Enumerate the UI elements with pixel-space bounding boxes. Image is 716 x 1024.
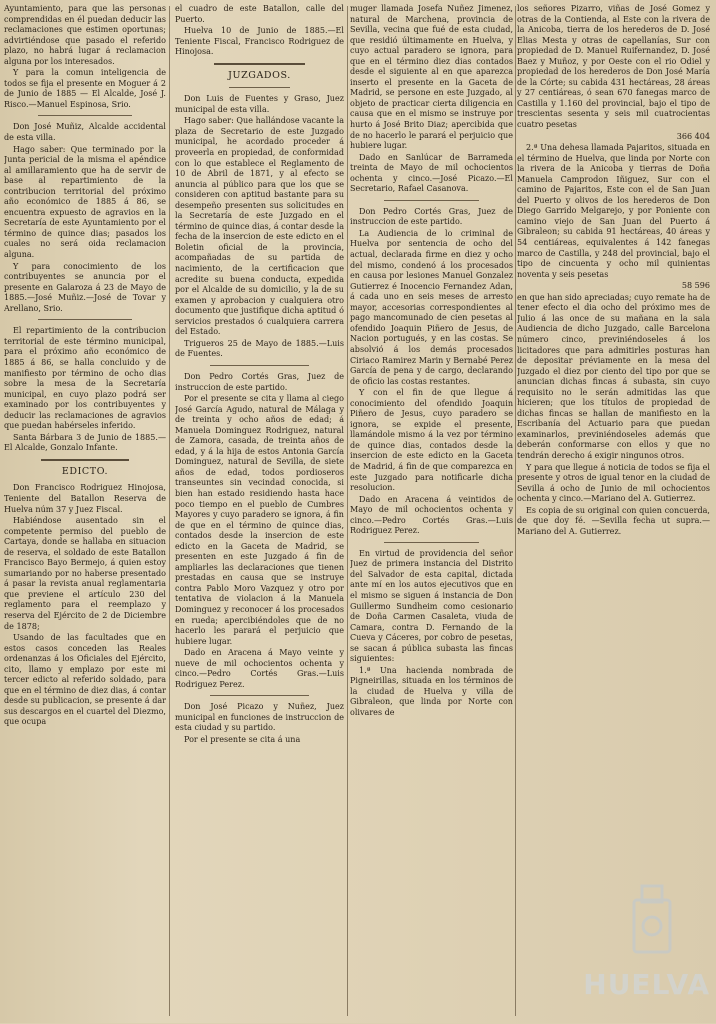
column-4 [517, 4, 710, 1018]
paragraph: Dado en Aracena á veintidos de Mayo de mil ochocientos ochenta y cinco.—Pedro Cortés Gras.—Luis Rodriguez Perez. [350, 494, 513, 536]
paragraph: muger llamada Josefa Nuñez Jimenez, natural de Marchena, provincia de Sevilla, vecina que fué de esta ciudad, que residió últimamente en Huelva, y cuyo actual paradero se ignora, para que en el término diez dias contados desde el siguiente al en que aparezca inserto el presente en la Gaceta de Madrid, se persone en este Juzgado, al objeto de practicar cierta diligencia en causa que en el mismo se instruye por hurto á José Brito Diaz; apercibida que de no hacerlo le parará el perjuicio que hubiere lugar. [350, 4, 513, 151]
separator-rule [38, 115, 132, 116]
separator-rule [41, 459, 128, 461]
paragraph: Por el presente se cita á una [184, 735, 301, 744]
paragraph: Y con el fin de que llegue á conocimiento del ofendido Joaquin Piñero de Jesus, cuyo paradero se ignora, se expide el presente, llamándole mismo á la vez por término de quince dias, contados desde la insercion de este edicto en la Gaceta de Madrid, á fin de que comparezca en este Juzgado para notificarle dicha resolucion. [350, 388, 513, 493]
column-divider [169, 6, 170, 1016]
separator-rule [210, 695, 308, 696]
paragraph: Es copia de su original con quien concuerda, de que doy fé. —Sevilla fecha ut supra.—Mariano del A. Gutierrez. [517, 505, 710, 536]
separator-rule [38, 319, 132, 320]
section-heading-edicto: EDICTO. [61, 465, 109, 477]
paragraph: Trigueros 25 de Mayo de 1885.—Luis de Fuentes. [175, 338, 344, 359]
paragraph: Usando de las facultades que en estos casos conceden las Reales ordenanzas á los Oficiales del Ejército, cito, llamo y emplazo por este mi tercer edicto al referido soldado, para que en el término de diez dias, á contar desde su publicacion, se presente á dar sus descargos en el cuartel del Diezmo, que ocupa [4, 633, 166, 727]
column-divider [515, 6, 516, 1016]
paragraph: El repartimiento de la contribucion territorial de este término municipal, para el próximo año económico de 1885 á 86, se halla concluido y de manifiesto por término de ocho dias sobre la mesa de la Secretaría municipal, en cuyo plazo podrá ser examinado por los contribuyentes y deducir las reclamaciones de agravios que puedan habérseles inferido. [4, 326, 166, 431]
column-1 [4, 4, 166, 1018]
paragraph: La Audiencia de lo criminal de Huelva por sentencia de ocho del actual, declarada firme en diez y ocho del mismo, condenó á los procesados en causa por lesiones Manuel Gonzalez Gutierrez é Inocencio Fernandez Adan, á cada uno en seis meses de arresto mayor, accesorias correspondientes al pago mancomunado de cien pesetas al ofendido Joaquin Piñero de Jesus, de Nacion portugués, y en las costas. Se absolvió á los demás procesados Ciriaco Ramirez Marin y Bernabé Perez García de pena y de cargo, declarando de oficio las costas restantes. [350, 228, 513, 386]
separator-rule [214, 63, 305, 65]
paragraph: los señores Pizarro, viñas de José Gomez y otras de la Contienda, al Este con la rivera de la Anicoba, tierra de los herederos de D. José Elias Mesta y otras de capellanías, Sur con propiedad de D. Manuel Ruifernandez, D. José Baez y Muñoz, y por Oeste con el rio Odiel y propiedad de los herederos de Don José María de la Córte; su cabida 431 hectáreas, 28 áreas y 27 centiáreas, ó sean 670 fanegas marco de Castilla y 1.160 del provincial, bajo el tipo de trescientas sesenta y seis mil cuatrocientas cuatro pesetas [517, 4, 710, 130]
paragraph: Huelva 10 de Junio de 1885.—El Teniente Fiscal, Francisco Rodriguez de Hinojosa. [175, 26, 344, 57]
paragraph: Don José Muñiz, Alcalde accidental de esta villa. [4, 122, 166, 143]
paragraph: Don Pedro Cortés Gras, Juez de instruccion de este partido. [175, 371, 344, 392]
paragraph: Don Pedro Cortés Gras, Juez de instruccion de este partido. [350, 206, 513, 227]
amount-value: 366 404 [676, 131, 710, 141]
separator-rule [210, 365, 308, 366]
separator-rule [229, 87, 290, 88]
paragraph: Santa Bárbara 3 de Junio de 1885.—El Alcalde, Gonzalo Infante. [4, 432, 166, 453]
paragraph: Ayuntamiento, para que las personas comprendidas en él puedan deducir las reclamaciones que estimen oportunas; advirtiéndose que pasado el referido plazo, no habrá lugar á reclamacion alguna por los interesados. [4, 4, 166, 66]
separator-rule [384, 200, 479, 201]
paragraph: el cuadro de este Batallon, calle del Puerto. [175, 4, 344, 24]
paragraph: En virtud de providencia del señor Juez de primera instancia del Distrito del Salvador de esta capital, dictada ante mí en los autos ejecutivos que en el mismo se siguen á instancia de Don Guillermo Sundheim como cesionario de Doña Carmen Casaleta, viuda de Camara, contra D. Fernando de la Cueva y Cáceres, por cobro de pesetas, se sacan á pública subasta las fincas siguientes: [350, 548, 513, 664]
amount-value: 58 596 [681, 281, 710, 291]
paragraph: Don Francisco Rodriguez Hinojosa, Teniente del Batallon Reserva de Huelva núm 37 y Juez Fiscal. [4, 483, 166, 514]
paragraph: 2.ª Una dehesa llamada Pajaritos, situada en el término de Huelva, que linda por Norte con la rivera de la Anicoba y tierras de Doña Manuela Camprodon Iñiguez, Sur con el camino de Pajaritos, Este con el de San Juan del Puerto y olivos de los herederos de Don Diego Garrido Melgarejo, y por Poniente con camino viejo de San Juan del Puerto á Gibraleon; su cabida 91 hectáreas, 40 áreas y 54 centiáreas, equivalentes á 142 fanegas marco de Castilla, y 248 del provincial, bajo el tipo de cincuenta y ocho mil quinientas noventa y seis pesetas [517, 143, 710, 279]
watermark-text: HUELVA [583, 968, 710, 1001]
paragraph: Dado en Aracena á Mayo veinte y nueve de mil ochocientos ochenta y cinco.—Pedro Cortés Gras.—Luis Rodriguez Perez. [175, 648, 344, 689]
paragraph: Habiéndose ausentado sin el competente permiso del pueblo de Cartaya, donde se hallaba en situacion de reserva, el soldado de este Batallon Francisco Bayo Bermejo, á quien estoy sumariando por no haberse presentado á pasar la revista anual reglamentaria que previene el artículo 230 del reglamento para el reemplazo y reserva del Ejército de 2 de Diciembre de 1878; [4, 516, 166, 631]
column-divider [347, 6, 348, 1016]
paragraph: Por el presente se cita y llama al ciego José García Agudo, natural de Málaga y de treinta y ocho años de edad; á Manuela Dominguez Rodriguez, natural de Zamora, casada, de treinta años de edad, y á la hija de estos Antonia García Dominguez, natural de Sevilla, de siete años de edad, todos pordioseros transeuntes sin vecindad conocida, si bien han estado residiendo hasta hace poco tiempo en el pueblo de Cumbres Mayores y cuyo paradero se ignora, á fin de que en el término de quince dias, contados desde la insercion de este edicto en la Gaceta de Madrid, se presenten en este Juzgado á fin de ampliarles las declaraciones que tienen prestadas en causa que se instruye contra Pablo Moro Vazquez y otro por tentativa de violacion á la Manuela Dominguez y reconocer á los procesados en rueda; apercibiéndoles que de no hacerlo les parará el perjuicio que hubiere lugar. [175, 394, 344, 646]
paragraph: Y para que llegue á noticia de todos se fija el presente y otros de igual tenor en la ciudad de Sevilla á ocho de Junio de mil ochocientos ochenta y cinco.—Mariano del A. Gutierrez. [517, 462, 710, 504]
column-3 [350, 4, 513, 1018]
column-2 [175, 4, 344, 1018]
paragraph: Don Luis de Fuentes y Graso, Juez municipal de esta villa. [175, 94, 344, 114]
paragraph: en que han sido apreciadas; cuyo remate ha de tener efecto el dia ocho del próximo mes de Julio á las once de su mañana en la sala Audiencia de dicho Juzgado, calle Barcelona número cinco, previniéndoseles á los licitadores que para admitirles posturas han de depositar préviamente en la mesa del Juzgado el diez por ciento del tipo por que se anuncian dichas fincas á subasta, sin cuyo requisito no le serán admitidas las que hicieren; que los títulos de propiedad de dichas fincas se hallan de manifiesto en la Escribanía del Actuario para que puedan examinarlos, previniéndoseles además que deberán conformarse con ellos y que no tendrán derecho á exigir ningunos otros. [517, 292, 710, 460]
paragraph: Y para la comun inteligencia de todos se fija el presente en Moguer á 2 de Junio de 1885 — El Alcalde, José J. Risco.—Manuel Espinosa, Srio. [4, 68, 166, 109]
paragraph: Dado en Sanlúcar de Barrameda treinta de Mayo de mil ochocientos ochenta y cinco.—José Picazo.—El Secretario, Rafael Casanova. [350, 152, 513, 194]
paragraph: 1.ª Una hacienda nombrada de Pigneirillas, situada en los términos de la ciudad de Huelva y villa de Gibraleon, que linda por Norte con olivares de [350, 665, 513, 717]
section-heading-juzgados: JUZGADOS. [228, 69, 291, 81]
paragraph: Y para conocimiento de los contribuyentes se anuncia por el presente en Galaroza á 23 de Mayo de 1885.—José Muñiz.—José de Tovar y Arellano, Srio. [4, 261, 166, 313]
separator-rule [384, 542, 479, 543]
paragraph: Hago saber: Que hallándose vacante la plaza de Secretario de este Juzgado municipal, he acordado proceder á proveerla en propiedad, de conformidad con lo que establece el Reglamento de 10 de Abril de 1871, y al efecto se anuncia al público para que los que se consideren con aptitud bastante para su desempeño presenten sus solicitudes en la Secretaría de este Juzgado en el término de quince dias, á contar desde la fecha de la insercion de este edicto en el Boletin oficial de la provincia, acompañadas de su partida de nacimiento, de la certificacion que acredite su buena conducta, expedida por el Alcalde de su domicilio, y la de su examen y aprobacion y cualquiera otro documento que justifique dicha aptitud ó servicios prestados ó cualquiera carrera del Estado. [175, 116, 344, 337]
paragraph: Don José Picazo y Nuñez, Juez municipal en funciones de instruccion de esta ciudad y su partido. [175, 702, 344, 733]
paragraph: Hago saber: Que terminado por la Junta pericial de la misma el apéndice al amillaramiento que ha de servir de base al repartimiento de la contribucion territorial del próximo año económico de 1885 á 86, se encuentra expuesto de agravios en la Secretaría de este Ayuntamiento por el término de quince dias; pasados los cuales no será oida reclamacion alguna. [4, 144, 166, 260]
